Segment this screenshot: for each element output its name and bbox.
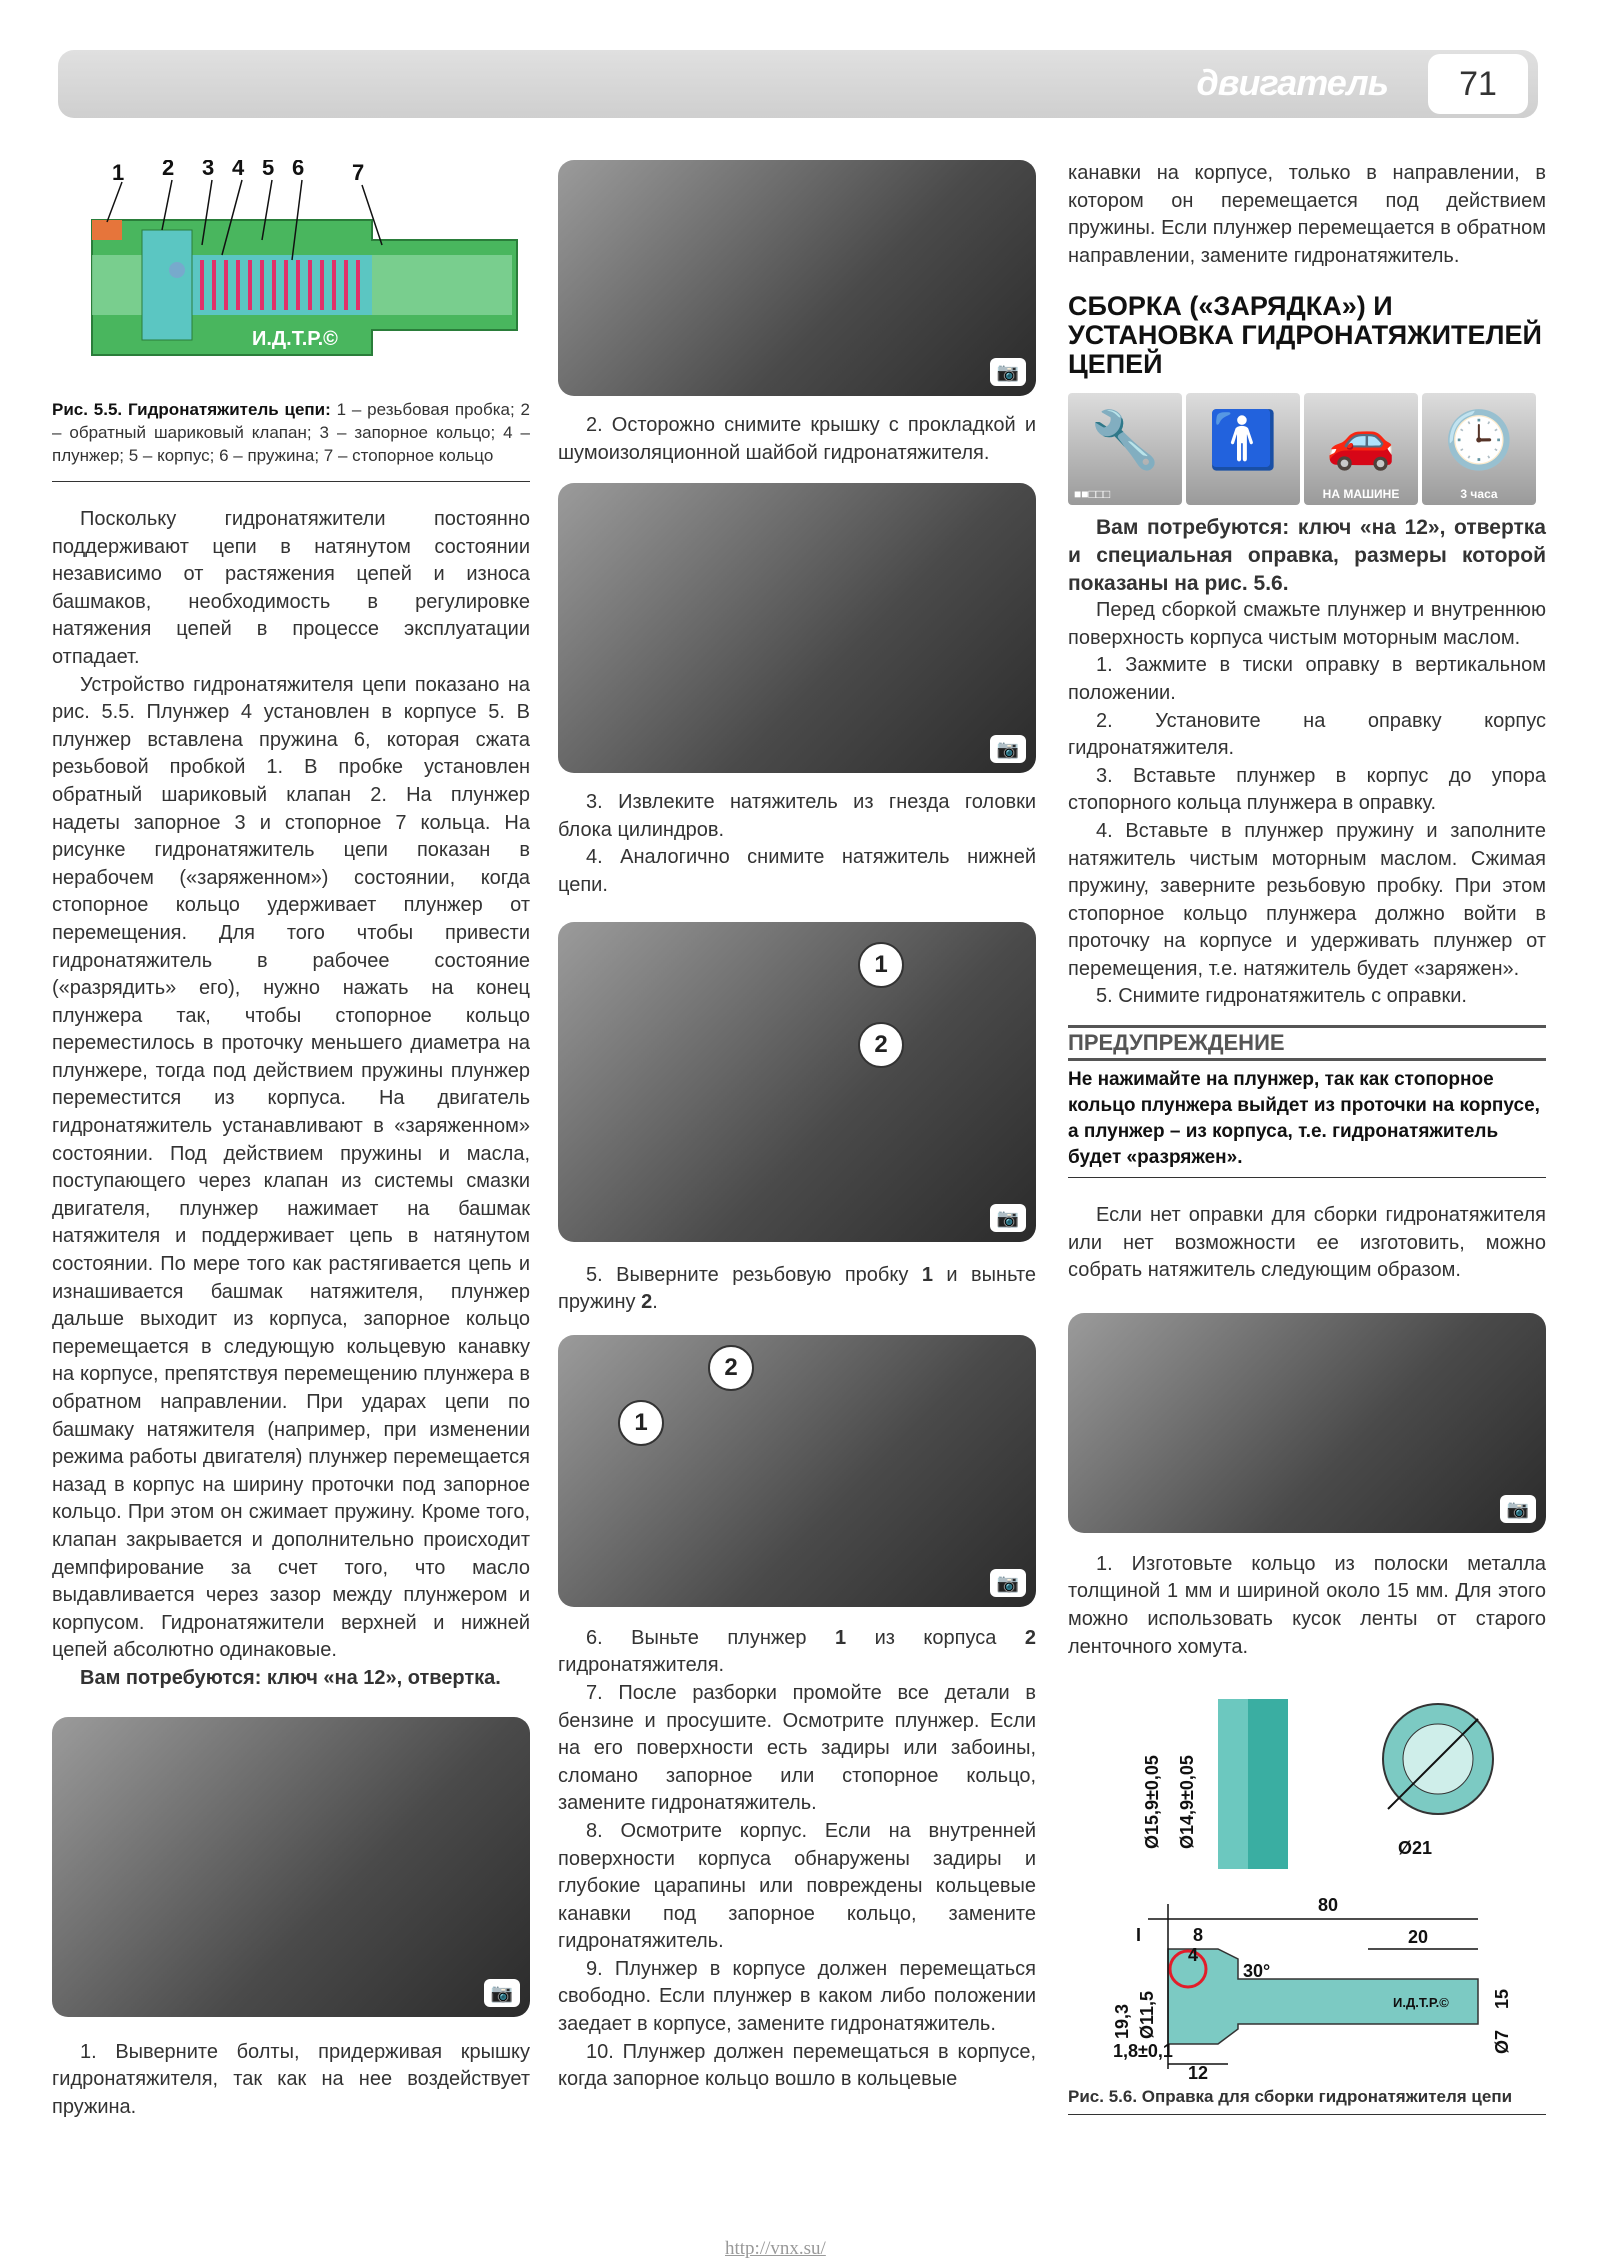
column-2 [558, 160, 1036, 2094]
assembly-step-5: 5. Снимите гидронатяжитель с оправки. [1096, 985, 1467, 1008]
fig56-watermark: И.Д.Т.Р.© [1393, 1995, 1449, 2011]
assembly-step-3: 3. Вставьте плунжер в корпус до упора стопорного кольца плунжера в оправку. [1068, 764, 1546, 815]
dim-12: 12 [1188, 2063, 1209, 2080]
callout-2: 2 [708, 1345, 754, 1391]
fig55-label-2: 2 [162, 160, 175, 180]
photo-ring [1068, 1313, 1546, 1533]
dim-1-8: 1,8±0,1 [1113, 2041, 1173, 2062]
warning-box [1068, 1025, 1546, 1178]
photo-step-6 [558, 1335, 1036, 1607]
warning-text: Не нажимайте на плунжер, так как стопорное кольцо плунжера выйдет из проточки на корпусе, а плунжер – из корпуса, т.е. гидронатяжитель будет «разряжен». [1068, 1069, 1540, 1169]
divider [1068, 2114, 1546, 2115]
fig55-label-7: 7 [352, 160, 365, 185]
intro-paragraph: Поскольку гидронатяжители постоянно поддерживают цепи в натянутом состоянии независимо от растяжения цепей и износа башмаков, необходимость в регулировке натяжения цепей в процессе эксплуатации отпадает. [52, 508, 530, 668]
tools-needed: Вам потребуются: ключ «на 12», отвертка и специальная оправка, размеры которой показаны на рис. 5.6. [1068, 516, 1546, 595]
fig55-label-4: 4 [232, 160, 245, 180]
tensioner-diagram [52, 160, 530, 410]
page-number: 71 [1428, 54, 1528, 114]
camera-icon: 📷 [990, 358, 1026, 386]
dim-20: 20 [1408, 1927, 1429, 1948]
warning-title: ПРЕДУПРЕЖДЕНИЕ [1068, 1025, 1546, 1061]
figure-5-5 [52, 160, 530, 410]
info-icons [1068, 393, 1546, 510]
fig55-watermark: И.Д.Т.Р.© [252, 328, 338, 350]
mandrel-drawing [1068, 1679, 1546, 2079]
camera-icon: 📷 [484, 1979, 520, 2007]
photo-step-3 [558, 483, 1036, 773]
prep-text: Перед сборкой смажьте плунжер и внутреннюю поверхность корпуса чистым моторным маслом. [1068, 599, 1546, 649]
camera-icon: 📷 [1500, 1495, 1536, 1523]
tools-needed: Вам потребуются: ключ «на 12», отвертка. [80, 1666, 501, 1689]
step-5: 5. Выверните резьбовую пробку 1 и выньте пружину 2. [558, 1263, 1037, 1314]
dim-inner: Ø14,9±0,05 [1177, 1755, 1197, 1850]
assembly-step-1: 1. Зажмите в тиски оправку в вертикальном положении. [1068, 654, 1546, 704]
step-3: 3. Извлеките натяжитель из гнезда головки блока цилиндров. [558, 791, 1036, 841]
car-icon: 🚗 НА МАШИНЕ [1304, 393, 1418, 505]
ring-step-1: 1. Изготовьте кольцо из полоски металла толщиной 1 мм и шириной около 15 мм. Для этого можно использовать кусок ленты от старого ленточного хомута. [1068, 1552, 1546, 1658]
camera-icon: 📷 [990, 1204, 1026, 1232]
callout-2: 2 [858, 1022, 904, 1068]
photo-step-1 [52, 1717, 530, 2017]
assembly-step-4: 4. Вставьте в плунжер пружину и заполните натяжитель чистым моторным маслом. Сжимая пружину, заверните резьбовую пробку. При этом стопорное кольцо плунжера должно войти в проточку на корпусе и удерживать плунжер от перемещения, т.е. натяжитель будет «заряжен». [1068, 819, 1546, 980]
alt-method-text: Если нет оправки для сборки гидронатяжителя или нет возможности ее изготовить, можно собрать натяжитель следующим образом. [1068, 1204, 1546, 1282]
page-header [58, 50, 1538, 118]
fig55-label-3: 3 [202, 160, 215, 180]
continued-text: канавки на корпусе, только в направлении, в котором он перемещается под действием пружины. Если плунжер перемещается в обратном направлении, замените гидронатяжитель. [1068, 162, 1546, 267]
callout-1: 1 [858, 942, 904, 988]
assembly-step-2: 2. Установите на оправку корпус гидронатяжителя. [1068, 709, 1546, 760]
dim-8: 8 [1193, 1925, 1204, 1946]
step-10: 10. Плунжер должен перемещаться в корпусе, когда запорное кольцо вошло в кольцевые [558, 2040, 1036, 2091]
fig55-label-5: 5 [262, 160, 275, 180]
divider [52, 481, 530, 482]
step-6: 6. Выньте плунжер 1 из корпуса 2 гидронатяжителя. [558, 1626, 1036, 1677]
fig55-label-6: 6 [292, 160, 305, 180]
person-icon: 🚹 [1186, 393, 1300, 505]
callout-1: 1 [618, 1400, 664, 1446]
dim-15: 15 [1492, 1989, 1512, 2010]
dim-19-3: 19,3 [1112, 2004, 1132, 2040]
column-1 [52, 160, 530, 2121]
figure-5-6 [1068, 1679, 1546, 2079]
step-7: 7. После разборки промойте все детали в бензине и просушите. Осмотрите плунжер. Если на его поверхности есть задиры или забоины, сломано запорное или стопорное кольцо, замените гидронатяжитель. [558, 1681, 1036, 1815]
description-paragraph: Устройство гидронатяжителя цепи показано на рис. 5.5. Плунжер 4 установлен в корпусе 5. В плунжер вставлена пружина 6, которая сжата резьбовой пробкой 1. В пробке установлен обратный шариковый клапан 2. На плунжер надеты запорное 3 и стопорное 7 кольца. На рисунке гидронатяжитель цепи показан в нерабочем («заряженном») состоянии, когда стопорное кольцо удерживает плунжер от перемещения. Для того чтобы привести гидронатяжитель в рабочее состояние («разрядить» его), нужно нажать на конец плунжера так, чтобы стопорное кольцо переместилось в проточку меньшего диаметра на плунжере, тогда под действием пружины плунжер переместится из корпуса. На двигатель гидронатяжитель устанавливают в «заряженном» состоянии. Под действием пружины и масла, поступающего через клапан из системы смазки двигателя, плунжер нажимает на башмак натяжителя и поддерживает цепь в натянутом состоянии. По мере того как растягивается цепь и изнашивается башмак натяжителя, плунжер дальше выходит из корпуса, запорное кольцо перемещается в следующую кольцевую канавку на корпусе, препятствуя перемещению плунжера в обратном направлении. При ударах цепи по башмаку натяжителя (например, при изменении режима работы двигателя) плунжер перемещается назад в корпус на ширину проточки под запорное кольцо. При этом он сжимает пружину. Кроме того, клапан закрывается и дополнительно происходит демпфирование за счет того, что масло выдавливается через зазор между плунжером и корпусом. Гидронатяжители верхней и нижней цепей абсолютно одинаковые. [52, 673, 530, 1662]
camera-icon: 📷 [990, 735, 1026, 763]
photo-step-5 [558, 922, 1036, 1242]
dim-7: Ø7 [1492, 2030, 1512, 2055]
divider [1068, 1177, 1546, 1178]
dim-21: Ø21 [1398, 1838, 1433, 1859]
step-8: 8. Осмотрите корпус. Если на внутренней поверхности корпуса обнаружены задиры и глубокие царапины или повреждены кольцевые канавки под запорное кольцо, замените гидронатяжитель. [558, 1819, 1036, 1953]
footer-link[interactable]: http://vnx.su/ [725, 2238, 826, 2259]
section-title: двигатель [1196, 62, 1388, 103]
column-3 [1068, 160, 1546, 2121]
step-4: 4. Аналогично снимите натяжитель нижней цепи. [558, 846, 1036, 896]
fig55-label-1: 1 [112, 160, 125, 185]
camera-icon: 📷 [990, 1569, 1026, 1597]
detail-marker: I [1136, 1925, 1142, 1946]
dim-11-5: Ø11,5 [1137, 1991, 1157, 2040]
step-9: 9. Плунжер в корпусе должен перемещаться свободно. Если плунжер в каком либо положении заедает в корпусе, замените гидронатяжитель. [558, 1957, 1036, 2036]
section-heading: СБОРКА («ЗАРЯДКА») И УСТАНОВКА ГИДРОНАТЯЖИТЕЛЕЙ ЦЕПЕЙ [1068, 291, 1542, 380]
dim-80: 80 [1318, 1895, 1339, 1916]
wrench-icon: 🔧 ■■□□□ [1068, 393, 1182, 505]
step-2: 2. Осторожно снимите крышку с прокладкой и шумоизоляционной шайбой гидронатяжителя. [558, 414, 1036, 464]
dim-30deg: 30° [1243, 1961, 1271, 1982]
photo-step-2 [558, 160, 1036, 396]
step-1: 1. Выверните болты, придерживая крышку гидронатяжителя, так как на нее воздействует пружина. [52, 2040, 530, 2118]
dim-outer: Ø15,9±0,05 [1142, 1755, 1162, 1850]
clock-icon: 🕒 3 часа [1422, 393, 1536, 505]
dim-4: 4 [1188, 1945, 1199, 1966]
fig56-caption: Рис. 5.6. Оправка для сборки гидронатяжителя цепи [1068, 2087, 1513, 2107]
fig55-caption: Рис. 5.5. Гидронатяжитель цепи: 1 – резьбовая пробка; 2 – обратный шариковый клапан; 3 – запорное кольцо; 4 – плунжер; 5 – корпус; 6 – пружина; 7 – стопорное кольцо [52, 400, 530, 465]
